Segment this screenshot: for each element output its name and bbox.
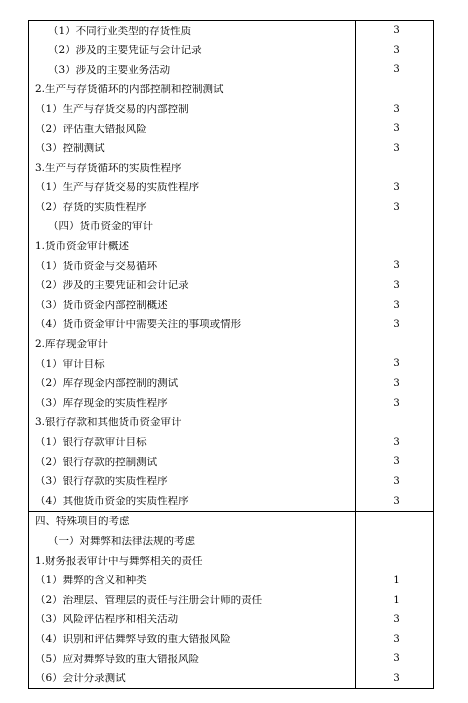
row-value bbox=[355, 80, 433, 100]
table-row bbox=[29, 41, 433, 61]
row-label: （2）涉及的主要凭证与会计记录 bbox=[48, 45, 202, 56]
table-section bbox=[29, 21, 433, 511]
table-row bbox=[29, 354, 433, 374]
table-row bbox=[29, 413, 433, 433]
row-value: 3 bbox=[355, 472, 433, 492]
table-row bbox=[29, 393, 433, 413]
row-label: （3）风险评估程序和相关活动 bbox=[35, 614, 179, 625]
row-value bbox=[355, 217, 433, 237]
row-label: （1）银行存款审计目标 bbox=[35, 437, 147, 448]
row-value: 3 bbox=[355, 393, 433, 413]
table-row bbox=[29, 217, 433, 237]
row-label: （2）库存现金内部控制的测试 bbox=[35, 378, 179, 389]
row-label: （4）货币资金审计中需要关注的事项或情形 bbox=[35, 319, 242, 330]
syllabus-table bbox=[28, 20, 434, 689]
row-value: 3 bbox=[355, 276, 433, 296]
row-value bbox=[355, 158, 433, 178]
row-value: 3 bbox=[355, 99, 433, 119]
table-row bbox=[29, 276, 433, 296]
table-row bbox=[29, 197, 433, 217]
row-value: 3 bbox=[355, 649, 433, 669]
row-value: 3 bbox=[355, 60, 433, 80]
row-label: 1.货币资金审计概述 bbox=[35, 241, 130, 252]
row-label: （3）库存现金的实质性程序 bbox=[35, 397, 168, 409]
row-label: （2）存货的实质性程序 bbox=[35, 201, 147, 213]
table-row bbox=[29, 295, 433, 315]
row-label: （1）生产与存货交易的实质性程序 bbox=[35, 182, 200, 193]
table-row bbox=[29, 551, 433, 571]
table-row bbox=[29, 119, 433, 139]
table-row bbox=[29, 237, 433, 257]
row-value: 3 bbox=[355, 178, 433, 198]
row-value: 3 bbox=[355, 610, 433, 630]
row-value: 3 bbox=[355, 197, 433, 217]
row-label: （6）会计分录测试 bbox=[35, 673, 126, 684]
table-row bbox=[29, 432, 433, 452]
table-row bbox=[29, 610, 433, 630]
row-value: 3 bbox=[355, 354, 433, 374]
table-row bbox=[29, 491, 433, 511]
row-label: （2）治理层、管理层的责任与注册会计师的责任 bbox=[35, 594, 263, 606]
table-row bbox=[29, 21, 433, 41]
row-label: 3.生产与存货循环的实质性程序 bbox=[35, 162, 182, 174]
table-row bbox=[29, 256, 433, 276]
row-value: 3 bbox=[355, 669, 433, 689]
table-row bbox=[29, 178, 433, 198]
row-value: 1 bbox=[355, 571, 433, 591]
row-value: 3 bbox=[355, 452, 433, 472]
table-row bbox=[29, 335, 433, 355]
table-row bbox=[29, 629, 433, 649]
table-row bbox=[29, 99, 433, 119]
table-row bbox=[29, 158, 433, 178]
row-label: 2.生产与存货循环的内部控制和控制测试 bbox=[35, 84, 224, 95]
row-value: 3 bbox=[355, 491, 433, 511]
row-label: （1）生产与存货交易的内部控制 bbox=[35, 103, 189, 115]
row-label: （1）舞弊的含义和种类 bbox=[35, 575, 147, 586]
table-row bbox=[29, 669, 433, 689]
table-row bbox=[29, 512, 433, 532]
row-value: 3 bbox=[355, 256, 433, 276]
row-label: （1）不同行业类型的存货性质 bbox=[48, 25, 192, 37]
row-value: 3 bbox=[355, 629, 433, 649]
row-value: 3 bbox=[355, 295, 433, 315]
row-value: 3 bbox=[355, 432, 433, 452]
table-row bbox=[29, 80, 433, 100]
row-value bbox=[355, 237, 433, 257]
row-label: （5）应对舞弊导致的重大错报风险 bbox=[35, 653, 200, 665]
row-value bbox=[355, 512, 433, 532]
table-row bbox=[29, 374, 433, 394]
table-row bbox=[29, 649, 433, 669]
row-label: （四）货币资金的审计 bbox=[48, 221, 153, 232]
row-label: （一）对舞弊和法律法规的考虑 bbox=[48, 535, 195, 547]
row-value bbox=[355, 413, 433, 433]
table-row bbox=[29, 472, 433, 492]
row-label: 2.库存现金审计 bbox=[35, 339, 109, 350]
table-row bbox=[29, 571, 433, 591]
row-label: （4）识别和评估舞弊导致的重大错报风险 bbox=[35, 633, 231, 645]
row-label: （2）涉及的主要凭证和会计记录 bbox=[35, 280, 189, 291]
row-label: 3.银行存款和其他货币资金审计 bbox=[35, 417, 182, 428]
row-label: （3）控制测试 bbox=[35, 143, 105, 154]
row-value: 3 bbox=[355, 139, 433, 159]
row-label: （1）审计目标 bbox=[35, 358, 105, 370]
row-label: （1）货币资金与交易循环 bbox=[35, 260, 158, 272]
row-value: 3 bbox=[355, 315, 433, 335]
table-row bbox=[29, 139, 433, 159]
row-value: 3 bbox=[355, 21, 433, 41]
table-row bbox=[29, 590, 433, 610]
table-row bbox=[29, 531, 433, 551]
row-label: （4）其他货币资金的实质性程序 bbox=[35, 495, 189, 507]
table-section bbox=[29, 511, 433, 688]
row-value: 3 bbox=[355, 41, 433, 61]
row-label: （3）银行存款的实质性程序 bbox=[35, 476, 168, 487]
row-label: （2）评估重大错报风险 bbox=[35, 123, 147, 135]
row-value: 1 bbox=[355, 590, 433, 610]
row-label: 1.财务报表审计中与舞弊相关的责任 bbox=[35, 555, 203, 567]
table-row bbox=[29, 60, 433, 80]
row-value bbox=[355, 335, 433, 355]
row-value bbox=[355, 531, 433, 551]
row-value: 3 bbox=[355, 119, 433, 139]
row-label: （2）银行存款的控制测试 bbox=[35, 456, 158, 468]
row-value bbox=[355, 551, 433, 571]
row-label: （3）货币资金内部控制概述 bbox=[35, 299, 168, 311]
row-label: （3）涉及的主要业务活动 bbox=[48, 64, 171, 76]
table-row bbox=[29, 315, 433, 335]
row-label: 四、特殊项目的考虑 bbox=[35, 516, 130, 527]
table-row bbox=[29, 452, 433, 472]
row-value: 3 bbox=[355, 374, 433, 394]
